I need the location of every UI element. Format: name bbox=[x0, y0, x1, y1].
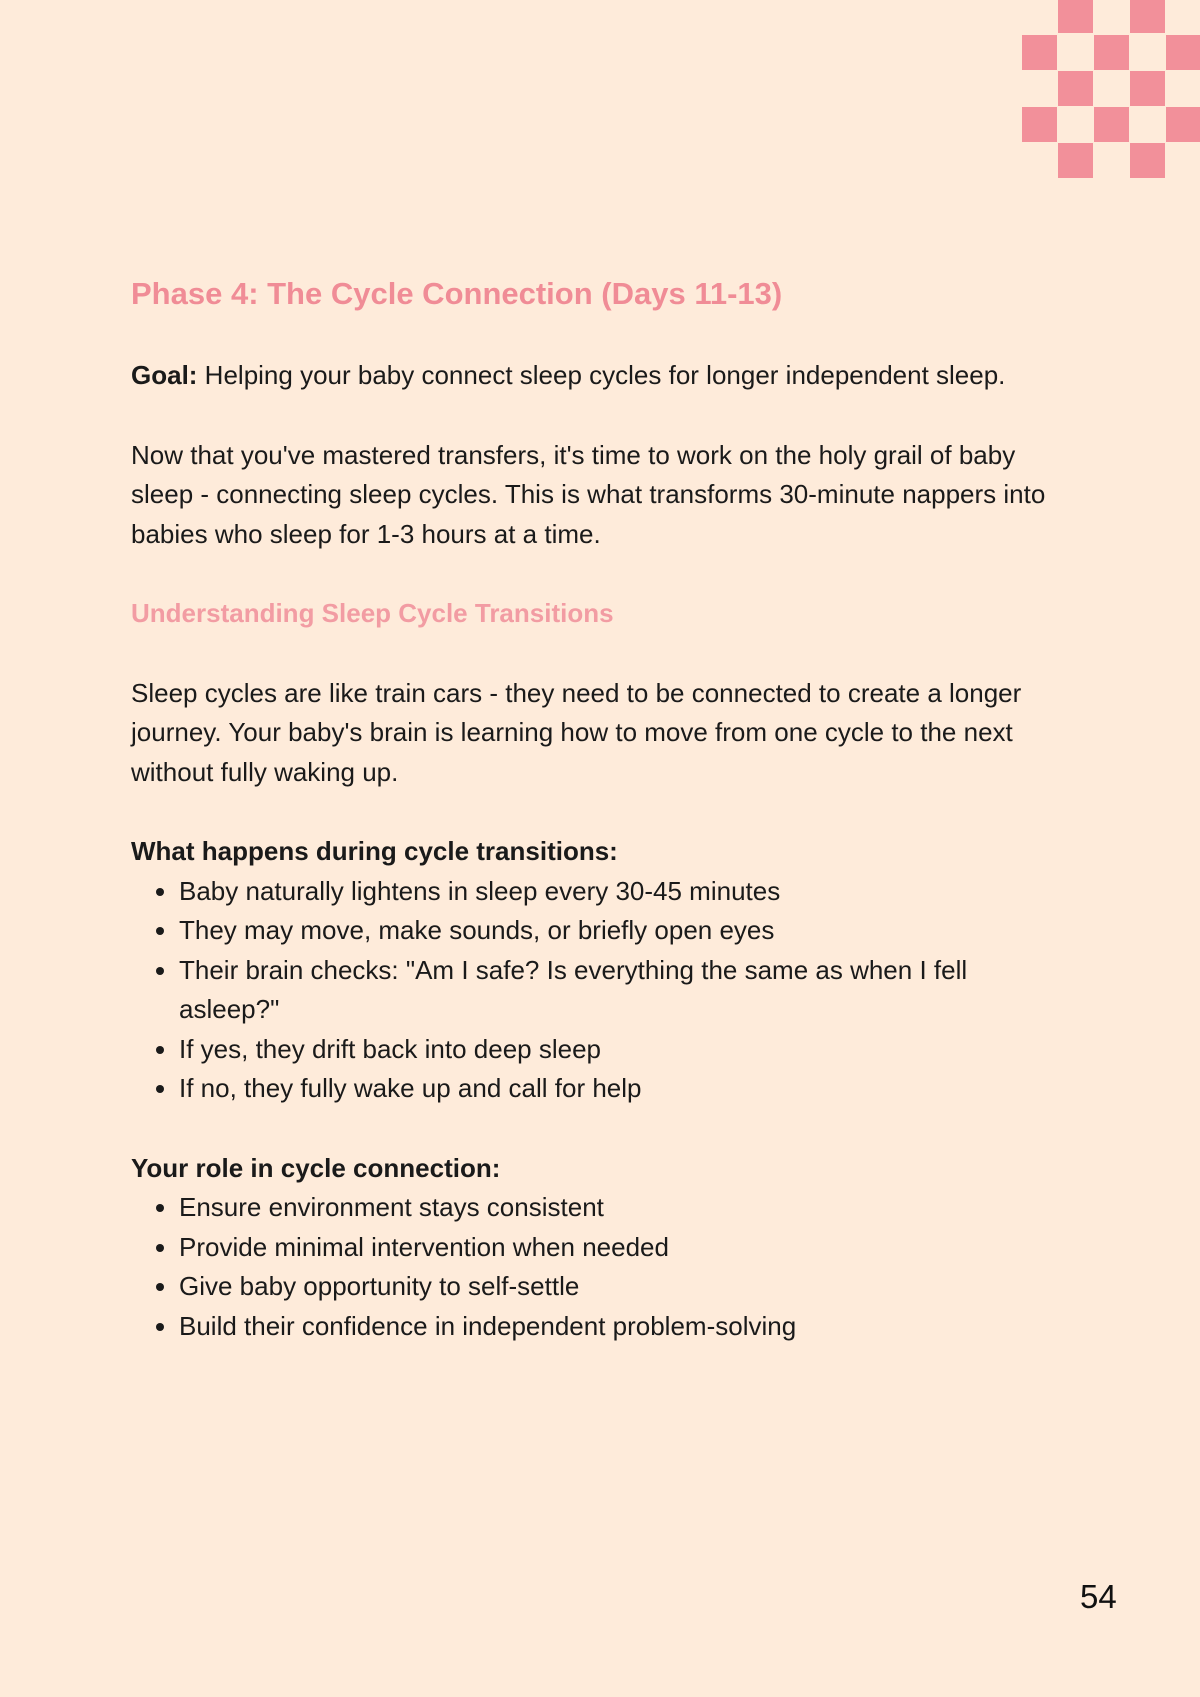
transitions-list-title: What happens during cycle transitions: bbox=[131, 836, 618, 866]
checker-square bbox=[1094, 107, 1129, 142]
checker-square bbox=[1022, 35, 1057, 70]
role-list-title: Your role in cycle connection: bbox=[131, 1152, 501, 1183]
checker-square bbox=[1130, 143, 1165, 178]
goal-label: Goal: bbox=[131, 360, 198, 390]
goal-paragraph bbox=[131, 356, 1071, 396]
list-item: • Build their confidence in independent problem-solving bbox=[179, 1307, 1071, 1347]
list-item: • If yes, they drift back into deep sleep bbox=[179, 1030, 1071, 1070]
checker-square bbox=[1058, 143, 1093, 178]
checker-square bbox=[1166, 35, 1200, 70]
role-list bbox=[131, 1188, 1071, 1346]
list-item: • Ensure environment stays consistent bbox=[179, 1188, 1071, 1228]
checkerboard-decoration bbox=[1020, 0, 1200, 180]
intro-paragraph: Now that you've mastered transfers, it's time to work on the holy grail of baby sleep - connecting sleep cycles. This is what transforms 30-minute nappers into babies who sleep for 1-3 hours at a time. bbox=[131, 439, 1046, 549]
list-item: • They may move, make sounds, or briefly open eyes bbox=[179, 911, 1071, 951]
checker-square bbox=[1058, 71, 1093, 106]
checker-square bbox=[1094, 35, 1129, 70]
checker-square bbox=[1022, 107, 1057, 142]
list-item: • Provide minimal intervention when needed bbox=[179, 1228, 1071, 1268]
page-number: 54 bbox=[1080, 1578, 1117, 1615]
checker-square bbox=[1166, 107, 1200, 142]
transitions-list bbox=[131, 872, 1071, 1109]
list-item: • Baby naturally lightens in sleep every 30-45 minutes bbox=[179, 872, 1071, 912]
list-item: • If no, they fully wake up and call for help bbox=[179, 1069, 1071, 1109]
checker-square bbox=[1130, 71, 1165, 106]
section-title: Phase 4: The Cycle Connection (Days 11-13) bbox=[131, 276, 783, 311]
goal-text: Helping your baby connect sleep cycles for longer independent sleep. bbox=[197, 360, 1006, 390]
checker-square bbox=[1130, 0, 1165, 33]
checker-square bbox=[1058, 0, 1093, 33]
page-content bbox=[131, 272, 1071, 1346]
subsection-heading: Understanding Sleep Cycle Transitions bbox=[131, 598, 614, 628]
analogy-paragraph: Sleep cycles are like train cars - they need to be connected to create a longer journey. Your baby's brain is learning how to move from one cycle to the next without fully waking up. bbox=[131, 677, 1022, 787]
list-item: • Their brain checks: "Am I safe? Is everything the same as when I fell asleep?" bbox=[179, 951, 1071, 1030]
list-item: • Give baby opportunity to self-settle bbox=[179, 1267, 1071, 1307]
